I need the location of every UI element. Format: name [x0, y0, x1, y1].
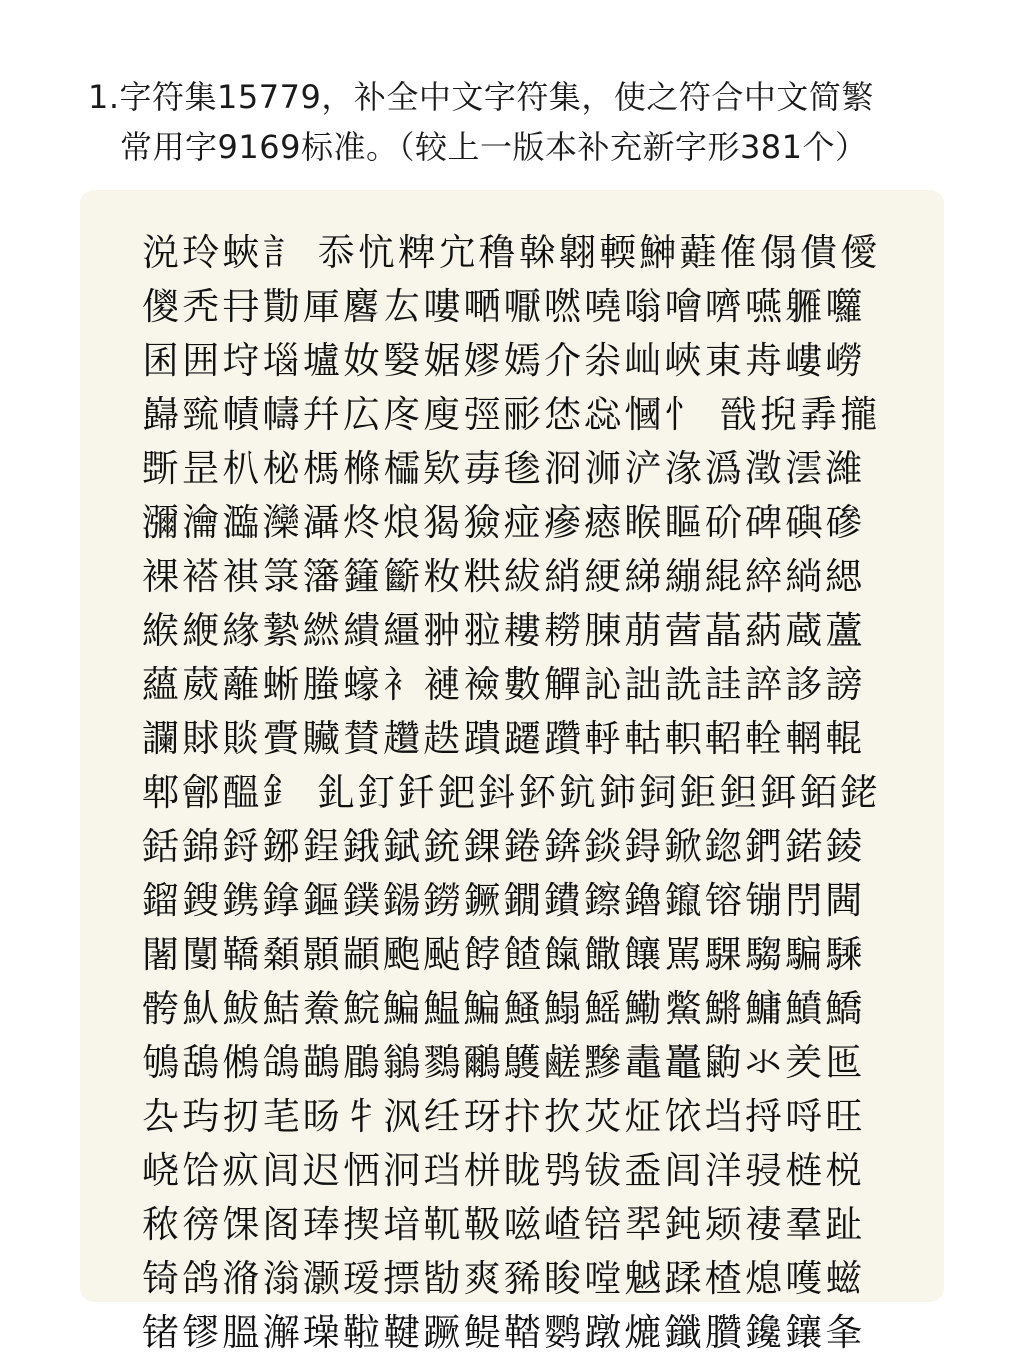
glyph-row: 峣饸疭闾迟恓泂珰栟眬鸮钹盉闾洋骎梿棁	[142, 1149, 866, 1192]
glyph-row: 厹玙扨芼旸牜沨纴玡抃扻苂炡饻垱捋哷旺	[142, 1095, 866, 1138]
glyph-grid	[142, 226, 902, 1360]
glyph-row: 囷囲垨堖壚奻嫛婮嫪嫣介尜屾峽東歬嶁嶗	[142, 339, 866, 382]
glyph-row: 涚玲蛺訁 忝忼粺宂穞榦翺輭鰰蘳傕傝僓僾	[142, 231, 881, 274]
glyph-row: 郫鄶醞釒 釓釘釺鈀鈄鈈鈧鈰鉰鉅鉭鉺銆銠	[142, 771, 881, 814]
intro-text	[88, 72, 948, 172]
glyph-row: 鎦鎪鎸鎿鏂鏷鐋鐒鐝鐗鐨鑔鑥鑹镕镚閅閪	[142, 879, 866, 922]
glyph-row: 鴝鴰鵂鴿鶓鶥鶲鷚鸍鸌鹺黲鼃鼉鼩氺羑匜	[142, 1041, 866, 1084]
glyph-row: 蘊葳蘺蜥螣蠔衤褳襝數觶訫詘詵詿誶誃謗	[142, 663, 866, 706]
glyph-row: 斲昰朳柲榪樤櫺欵毐毶浻浉浐湪潙澂澐濰	[142, 447, 866, 490]
glyph-row: 锗镠膃澥璪鞡鞬蹶鳀鞜鹦蹾熝鑯臢鑱鑲夆	[142, 1311, 866, 1354]
glyph-row: 瀰瀹瀶灤灄炵烺猲獫痖瘮瘱睺瞘砎碑礖磣	[142, 501, 866, 544]
glyph-row: 锜鸽潃滃灏瑷摽勓爽豨睃嘡魆蹂楂熄嚄螆	[142, 1257, 866, 1300]
glyph-row: 銛錦鋝鋣鋥鋨錻銃錁錈錛錟鍀鍁鍃鍆鍩錂	[142, 825, 866, 868]
intro-line-1: 1.字符集15779，补全中文字符集，使之符合中文简繁	[88, 78, 874, 116]
glyph-row: 讕賕賧賷贜賛趲趃蹪躚躦軤軲軹軺輇輞輥	[142, 717, 866, 760]
glyph-row: 闍闅鞽顙顥顓颮颭餑餷餼饊饟駡騍騶騙騬	[142, 933, 866, 976]
glyph-row: 儍秃冄勩厙麔厷嘍嗮嚈嘫嘵嗡噲嚌嚥軅囖	[142, 285, 866, 328]
glyph-row: 裸褡褀箓籓籦籪籹粠紱綃綆綈繃緄綷緔緦	[142, 555, 866, 598]
glyph-row: 巋巰幘幬幷広庝廋弳彨恷惢慖忄 戩掜掱攏	[142, 393, 881, 436]
glyph-row: 秾徬馃阁琫揳堷靰靸嗞嵖锫翆鈍颎褄羣趾	[142, 1203, 866, 1246]
intro-line-2: 常用字9169标准。（较上一版本补充新字形381个）	[120, 128, 868, 166]
glyph-row: 骻魜鮁鮚鮝鯇鯿鰛鯿鰠鰨鰩鰳鱉鱂鱅鱝鱎	[142, 987, 866, 1030]
glyph-row: 緱緶緣縶繎繢繮翀翋耬耮腖萠蒏蕌蒳蔵蘆	[142, 609, 866, 652]
